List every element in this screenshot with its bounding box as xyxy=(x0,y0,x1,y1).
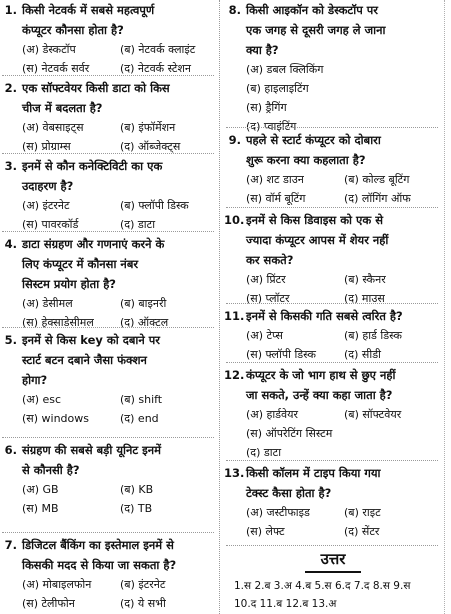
question-text-line: किसकी मदद से किया जा सकता है? xyxy=(22,558,177,572)
question-header xyxy=(224,210,442,270)
answer-option: (अ) डेसीमल xyxy=(22,297,73,310)
question-text-line: किसी कॉलम में टाइप किया गया xyxy=(246,466,381,480)
answer-option: (स) पावरकॉर्ड xyxy=(22,218,79,231)
options-row xyxy=(22,40,218,59)
answer-option: (ब) स्कैनर xyxy=(344,273,386,286)
question-text xyxy=(246,306,442,326)
answer-option: (द) ऑक्टल xyxy=(120,316,169,329)
options-row xyxy=(246,503,442,522)
question-header xyxy=(224,463,442,503)
question-separator xyxy=(2,75,214,76)
answer-option: (ब) फ्लॉपी डिस्क xyxy=(120,199,189,212)
question-number: 3. xyxy=(4,159,17,173)
question-text-line: स्टार्ट बटन दबाने जैसा फंक्शन xyxy=(22,353,147,367)
answer-option: (स) टेलीफोन xyxy=(22,597,75,610)
answer-key xyxy=(224,548,442,613)
options-list xyxy=(22,196,218,234)
question-block xyxy=(224,210,442,308)
answer-option: (अ) मोबाइलफोन xyxy=(22,578,92,591)
answer-option: (द) सीडी xyxy=(344,348,381,361)
options-row xyxy=(22,390,218,409)
question-header xyxy=(0,330,218,390)
question-block xyxy=(0,234,218,332)
answer-option: (द) प्वाइंटिंग xyxy=(246,120,297,133)
answer-option: (द) TB xyxy=(120,502,153,515)
options-list xyxy=(246,405,442,462)
answer-option: (द) ये सभी xyxy=(120,597,166,610)
question-text-line: कर सकते? xyxy=(246,253,294,267)
question-block xyxy=(224,306,442,364)
options-row xyxy=(246,270,442,289)
options-list xyxy=(246,170,442,208)
question-number: 9. xyxy=(228,133,241,147)
question-text-line: कंप्यूटर के जो भाग हाथ से छुए नहीं xyxy=(246,368,396,382)
options-row xyxy=(246,98,442,117)
answer-option: (द) नेटवर्क स्टेशन xyxy=(120,62,192,75)
question-text-line: एक सॉफ्टवेयर किसी डाटा को किस xyxy=(22,81,170,95)
question-header xyxy=(0,535,218,575)
answer-option: (स) प्लॉटर xyxy=(246,292,290,305)
answer-option: (अ) esc xyxy=(22,393,62,406)
question-number: 5. xyxy=(4,333,17,347)
page-edge-line xyxy=(444,0,445,614)
right-column xyxy=(224,0,442,614)
question-separator xyxy=(2,327,214,328)
column-divider xyxy=(219,0,220,614)
question-text xyxy=(22,330,218,390)
options-row xyxy=(22,575,218,594)
question-text-line: टेक्स्ट कैसा होता है? xyxy=(246,486,332,500)
answer-option: (स) फ्लॉपी डिस्क xyxy=(246,348,316,361)
answer-option: (ब) इंफॉर्मेशन xyxy=(120,121,176,134)
answer-option: (अ) शट डाउन xyxy=(246,173,304,186)
question-text xyxy=(22,234,218,294)
question-number: 7. xyxy=(4,538,17,552)
question-text-line: शुरू करना क्या कहलाता है? xyxy=(246,153,366,167)
answer-key-title: उत्तर xyxy=(320,550,346,568)
question-text-line: क्या है? xyxy=(246,43,279,57)
question-text-line: डिजिटल बैंकिंग का इस्तेमाल इनमें से xyxy=(22,538,174,552)
question-block xyxy=(0,0,218,78)
question-separator xyxy=(226,303,438,304)
answer-option: (अ) डबल क्लिकिंग xyxy=(246,63,324,76)
question-text xyxy=(22,535,218,575)
answer-option: (स) ड्रैगिंग xyxy=(246,101,287,114)
question-number: 11. xyxy=(224,309,245,323)
question-text-line: से कौनसी है? xyxy=(22,463,80,477)
question-header xyxy=(224,306,442,326)
options-row xyxy=(22,294,218,313)
question-text-line: एक जगह से दूसरी जगह ले जाना xyxy=(246,23,386,37)
question-text xyxy=(246,0,442,60)
question-text xyxy=(22,156,218,196)
question-text-line: किसी नेटवर्क में सबसे महत्वपूर्ण xyxy=(22,3,155,17)
question-block xyxy=(0,440,218,518)
question-text xyxy=(246,210,442,270)
question-header xyxy=(224,0,442,60)
answer-option: (स) प्रोग्राम्स xyxy=(22,140,71,153)
question-text-line: इनमें से किस key को दबाने पर xyxy=(22,333,161,347)
answer-option: (स) windows xyxy=(22,412,89,425)
options-row xyxy=(246,424,442,443)
question-header xyxy=(0,156,218,196)
question-number: 4. xyxy=(4,237,17,251)
answer-option: (ब) हार्ड डिस्क xyxy=(344,329,402,342)
options-row xyxy=(22,480,218,499)
answer-key-line: 1.स 2.ब 3.अ 4.ब 5.स 6.द 7.द 8.स 9.स xyxy=(234,580,411,592)
question-block xyxy=(0,156,218,234)
question-header xyxy=(224,365,442,405)
options-row xyxy=(22,409,218,428)
question-text-line: चीज में बदलता है? xyxy=(22,101,103,115)
answer-option: (स) MB xyxy=(22,502,59,515)
answer-option: (स) हेक्साडेसीमल xyxy=(22,316,94,329)
options-row xyxy=(246,60,442,79)
answer-option: (स) वॉर्म बूटिंग xyxy=(246,192,306,205)
question-text-line: इनमें से किस डिवाइस को एक से xyxy=(246,213,383,227)
question-separator xyxy=(226,545,438,546)
answer-option: (स) ऑपरेटिंग सिस्टम xyxy=(246,427,333,440)
question-text xyxy=(22,0,218,40)
question-text-line: संग्रहण की सबसे बड़ी यूनिट इनमें xyxy=(22,443,162,457)
answer-option: (ब) राइट xyxy=(344,506,381,519)
options-list xyxy=(22,480,218,518)
answer-option: (द) माउस xyxy=(344,292,385,305)
options-list xyxy=(22,390,218,428)
options-row xyxy=(246,170,442,189)
question-block xyxy=(224,130,442,208)
answer-option: (अ) वेबसाइट्स xyxy=(22,121,84,134)
options-list xyxy=(22,40,218,78)
question-number: 8. xyxy=(228,3,241,17)
question-number: 10. xyxy=(224,213,245,227)
question-separator xyxy=(226,127,438,128)
options-row xyxy=(22,594,218,613)
answer-option: (अ) डेस्कटॉप xyxy=(22,43,76,56)
options-row xyxy=(246,522,442,541)
answer-option: (ब) कोल्ड बूटिंग xyxy=(344,173,410,186)
options-row xyxy=(22,118,218,137)
question-number: 13. xyxy=(224,466,245,480)
question-separator xyxy=(2,153,214,154)
question-text-line: इनमें से किसकी गति सबसे त्वरित है? xyxy=(246,309,403,323)
question-text-line: लिए कंप्यूटर में कौनसा नंबर xyxy=(22,257,139,271)
question-separator xyxy=(226,460,438,461)
answer-option: (स) नेटवर्क सर्वर xyxy=(22,62,90,75)
question-separator xyxy=(2,231,214,232)
question-block xyxy=(224,365,442,462)
question-text-line: उदाहरण है? xyxy=(22,179,74,193)
options-list xyxy=(22,575,218,613)
question-block xyxy=(224,0,442,136)
question-text-line: जा सकते, उन्हें क्या कहा जाता है? xyxy=(246,388,393,402)
question-header xyxy=(0,0,218,40)
answer-option: (ब) shift xyxy=(120,393,163,406)
question-text xyxy=(22,78,218,118)
question-header xyxy=(224,130,442,170)
question-number: 1. xyxy=(4,3,17,17)
question-separator xyxy=(2,437,214,438)
question-block xyxy=(0,78,218,156)
question-block xyxy=(224,463,442,541)
question-text-line: इनमें से कौन कनेक्टिविटी का एक xyxy=(22,159,163,173)
answer-option: (ब) इंटरनेट xyxy=(120,578,166,591)
options-row xyxy=(246,405,442,424)
options-list xyxy=(22,118,218,156)
question-block xyxy=(0,535,218,613)
answer-option: (द) सेंटर xyxy=(344,525,380,538)
answer-option: (अ) GB xyxy=(22,483,59,496)
answer-option: (ब) नेटवर्क क्लाइंट xyxy=(120,43,196,56)
answer-key-line: 10.द 11.ब 12.ब 13.अ xyxy=(234,598,337,610)
question-text xyxy=(246,130,442,170)
question-text xyxy=(22,440,218,480)
options-row xyxy=(246,79,442,98)
answer-option: (ब) बाइनरी xyxy=(120,297,167,310)
options-list xyxy=(246,503,442,541)
answer-option: (द) ऑब्जेक्ट्स xyxy=(120,140,181,153)
answer-option: (अ) इंटरनेट xyxy=(22,199,70,212)
options-row xyxy=(246,189,442,208)
answer-option: (अ) प्रिंटर xyxy=(246,273,286,286)
question-block xyxy=(0,330,218,428)
question-text-line: ज्यादा कंप्यूटर आपस में शेयर नहीं xyxy=(246,233,389,247)
answer-option: (ब) सॉफ्टवेयर xyxy=(344,408,402,421)
answer-option: (द) end xyxy=(120,412,159,425)
question-number: 2. xyxy=(4,81,17,95)
options-row xyxy=(22,196,218,215)
question-text-line: किसी आइकॉन को डेस्कटॉप पर xyxy=(246,3,378,17)
question-header xyxy=(0,78,218,118)
answer-option: (अ) टेप्स xyxy=(246,329,283,342)
options-row xyxy=(246,326,442,345)
question-text xyxy=(246,463,442,503)
options-row xyxy=(22,499,218,518)
question-separator xyxy=(226,362,438,363)
question-separator xyxy=(226,207,438,208)
answer-title-underline xyxy=(305,571,361,573)
answer-option: (ब) हाइलाइटिंग xyxy=(246,82,309,95)
question-separator xyxy=(2,532,214,533)
answer-option: (स) लेफ्ट xyxy=(246,525,285,538)
question-text-line: सिस्टम प्रयोग होता है? xyxy=(22,277,116,291)
answer-option: (द) डाटा xyxy=(246,446,282,459)
question-number: 12. xyxy=(224,368,245,382)
answer-option: (अ) हार्डवेयर xyxy=(246,408,299,421)
question-text-line: कंप्यूटर कौनसा होता है? xyxy=(22,23,124,37)
answer-option: (द) लॉगिंग ऑफ xyxy=(344,192,411,205)
left-column xyxy=(0,0,218,614)
question-number: 6. xyxy=(4,443,17,457)
answer-option: (ब) KB xyxy=(120,483,154,496)
answer-option: (द) डाटा xyxy=(120,218,156,231)
question-text xyxy=(246,365,442,405)
question-text-line: होगा? xyxy=(22,373,48,387)
answer-option: (अ) जस्टीफाइड xyxy=(246,506,310,519)
question-text-line: डाटा संग्रहण और गणनाएं करने के xyxy=(22,237,165,251)
question-text-line: पहले से स्टार्ट कंप्यूटर को दोबारा xyxy=(246,133,381,147)
options-list xyxy=(246,60,442,136)
question-header xyxy=(0,440,218,480)
options-list xyxy=(246,326,442,364)
question-header xyxy=(0,234,218,294)
